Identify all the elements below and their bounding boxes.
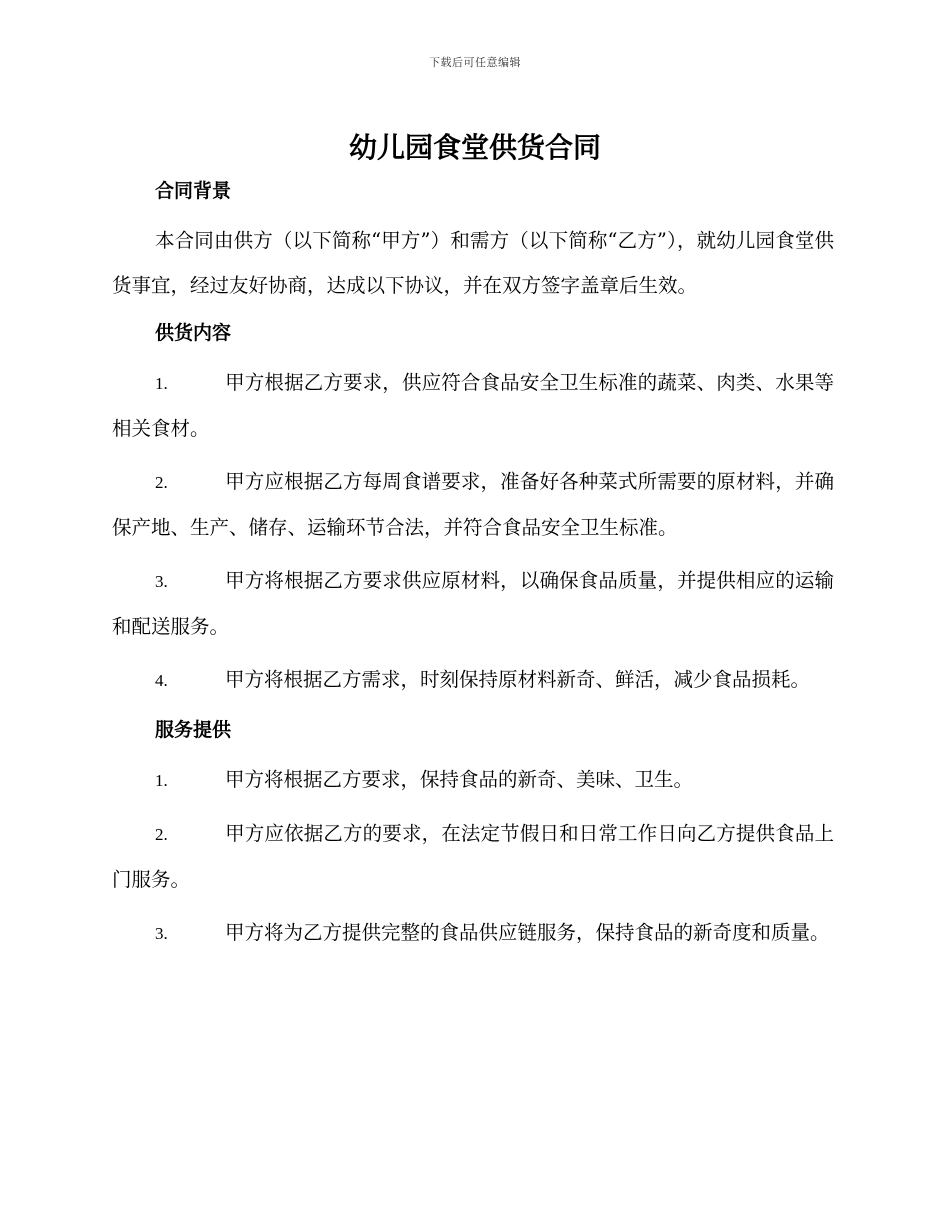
supply-item-2 <box>112 459 834 550</box>
item-text: 甲方根据乙方要求，供应符合食品安全卫生标准的蔬菜、肉类、水果等相关食材。 <box>112 371 834 440</box>
supply-item-4 <box>112 657 834 703</box>
document-body <box>112 172 834 956</box>
section-heading-background: 合同背景 <box>155 180 232 202</box>
supply-item-1 <box>112 360 834 451</box>
item-number: 3. <box>155 924 168 943</box>
item-text: 甲方应根据乙方每周食谱要求，准备好各种菜式所需要的原材料，并确保产地、生产、储存、运输环节合法，并符合食品安全卫生标准。 <box>112 470 834 539</box>
item-text: 甲方将根据乙方需求，时刻保持原材料新奇、鲜活，减少食品损耗。 <box>225 668 811 691</box>
service-item-3 <box>112 910 834 956</box>
item-text: 甲方应依据乙方的要求，在法定节假日和日常工作日向乙方提供食品上门服务。 <box>112 822 834 891</box>
item-number: 2. <box>155 473 168 492</box>
service-item-1 <box>112 757 834 803</box>
item-number: 4. <box>155 671 168 690</box>
document-title: 幼儿园食堂供货合同 <box>348 131 601 164</box>
item-number: 3. <box>155 572 168 591</box>
item-number: 1. <box>155 374 168 393</box>
supply-item-3 <box>112 558 834 649</box>
item-number: 2. <box>155 825 168 844</box>
item-text: 甲方将根据乙方要求，保持食品的新奇、美味、卫生。 <box>225 768 694 791</box>
item-text: 甲方将根据乙方要求供应原材料，以确保食品质量，并提供相应的运输和配送服务。 <box>112 569 834 638</box>
service-item-2 <box>112 811 834 902</box>
header-note: 下载后可任意编辑 <box>429 56 521 69</box>
item-number: 1. <box>155 771 168 790</box>
item-text: 甲方将为乙方提供完整的食品供应链服务，保持食品的新奇度和质量。 <box>225 921 830 944</box>
background-paragraph: 本合同由供方（以下简称“甲方”）和需方（以下简称“乙方”），就幼儿园食堂供货事宜，经过友好协商，达成以下协议，并在双方签字盖章后生效。 <box>112 229 834 297</box>
section-heading-supply: 供货内容 <box>155 322 232 344</box>
section-heading-service: 服务提供 <box>155 719 232 741</box>
